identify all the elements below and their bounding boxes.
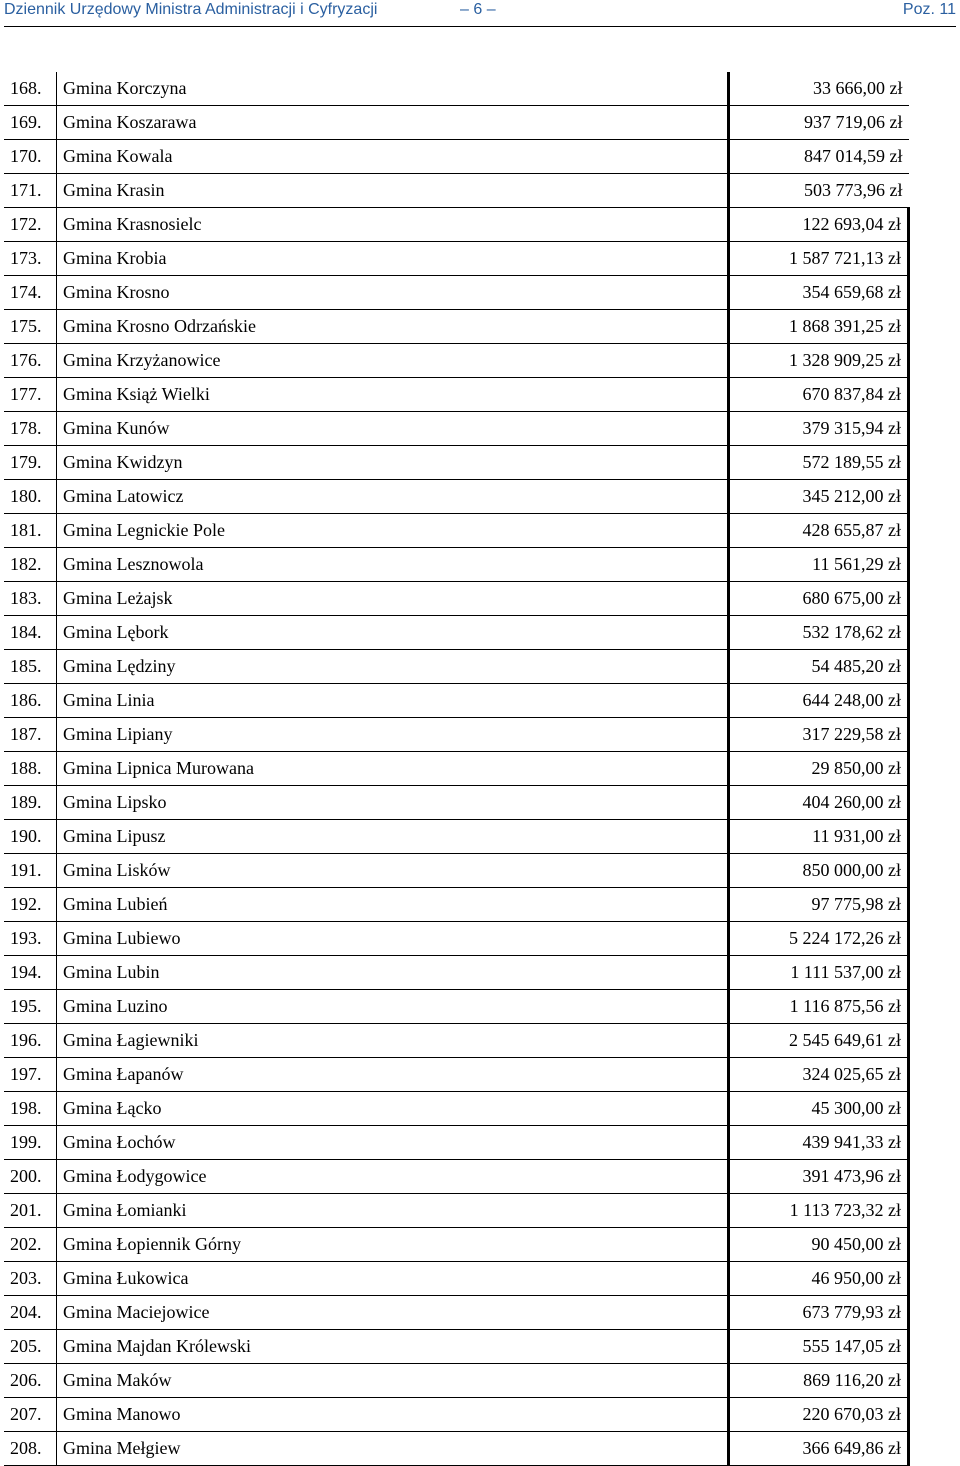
row-number: 187.	[4, 718, 57, 752]
row-number: 195.	[4, 990, 57, 1024]
amount: 90 450,00 zł	[729, 1228, 909, 1262]
amount: 850 000,00 zł	[729, 854, 909, 888]
amount: 11 561,29 zł	[729, 548, 909, 582]
municipality-name: Gmina Lubin	[57, 956, 729, 990]
table-row	[4, 378, 909, 412]
row-number: 176.	[4, 344, 57, 378]
row-number: 184.	[4, 616, 57, 650]
row-number: 180.	[4, 480, 57, 514]
amount: 324 025,65 zł	[729, 1058, 909, 1092]
row-number: 175.	[4, 310, 57, 344]
row-number: 200.	[4, 1160, 57, 1194]
municipality-name: Gmina Lębork	[57, 616, 729, 650]
table-row	[4, 412, 909, 446]
amount: 532 178,62 zł	[729, 616, 909, 650]
amount: 937 719,06 zł	[729, 106, 909, 140]
row-number: 198.	[4, 1092, 57, 1126]
amount: 555 147,05 zł	[729, 1330, 909, 1364]
table-row	[4, 106, 909, 140]
table-row	[4, 276, 909, 310]
row-number: 194.	[4, 956, 57, 990]
row-number: 186.	[4, 684, 57, 718]
row-number: 192.	[4, 888, 57, 922]
municipality-name: Gmina Korczyna	[57, 72, 729, 106]
municipality-name: Gmina Maków	[57, 1364, 729, 1398]
municipality-name: Gmina Lubiewo	[57, 922, 729, 956]
table-row	[4, 310, 909, 344]
table-row	[4, 140, 909, 174]
amount: 1 111 537,00 zł	[729, 956, 909, 990]
row-number: 174.	[4, 276, 57, 310]
amount: 122 693,04 zł	[729, 208, 909, 242]
table-row	[4, 480, 909, 514]
table-row	[4, 1092, 909, 1126]
table-row	[4, 72, 909, 106]
amount: 317 229,58 zł	[729, 718, 909, 752]
amount: 354 659,68 zł	[729, 276, 909, 310]
row-number: 185.	[4, 650, 57, 684]
table-row	[4, 344, 909, 378]
row-number: 208.	[4, 1432, 57, 1466]
table-row	[4, 1296, 909, 1330]
amount: 503 773,96 zł	[729, 174, 909, 208]
table-row	[4, 718, 909, 752]
table-row	[4, 1330, 909, 1364]
table-row	[4, 514, 909, 548]
table-row	[4, 922, 909, 956]
row-number: 190.	[4, 820, 57, 854]
amount: 379 315,94 zł	[729, 412, 909, 446]
table-row	[4, 1228, 909, 1262]
row-number: 177.	[4, 378, 57, 412]
municipality-name: Gmina Krosno Odrzańskie	[57, 310, 729, 344]
amount: 46 950,00 zł	[729, 1262, 909, 1296]
row-number: 205.	[4, 1330, 57, 1364]
municipality-name: Gmina Koszarawa	[57, 106, 729, 140]
municipality-name: Gmina Łukowica	[57, 1262, 729, 1296]
municipality-name: Gmina Krasin	[57, 174, 729, 208]
amount: 1 328 909,25 zł	[729, 344, 909, 378]
municipality-name: Gmina Kowala	[57, 140, 729, 174]
table-row	[4, 616, 909, 650]
amount: 1 116 875,56 zł	[729, 990, 909, 1024]
row-number: 202.	[4, 1228, 57, 1262]
table-row	[4, 956, 909, 990]
amount: 1 113 723,32 zł	[729, 1194, 909, 1228]
municipality-name: Gmina Lipusz	[57, 820, 729, 854]
municipality-name: Gmina Luzino	[57, 990, 729, 1024]
table-row	[4, 582, 909, 616]
table-row	[4, 1364, 909, 1398]
table-row	[4, 548, 909, 582]
page-number: – 6 –	[460, 1, 496, 18]
table-row	[4, 1194, 909, 1228]
amount: 644 248,00 zł	[729, 684, 909, 718]
table-row	[4, 242, 909, 276]
municipality-name: Gmina Lubień	[57, 888, 729, 922]
municipality-name: Gmina Krzyżanowice	[57, 344, 729, 378]
amount: 366 649,86 zł	[729, 1432, 909, 1466]
municipality-name: Gmina Łącko	[57, 1092, 729, 1126]
row-number: 188.	[4, 752, 57, 786]
row-number: 169.	[4, 106, 57, 140]
municipality-name: Gmina Lędziny	[57, 650, 729, 684]
municipality-name: Gmina Lesznowola	[57, 548, 729, 582]
amount: 97 775,98 zł	[729, 888, 909, 922]
table-row	[4, 1126, 909, 1160]
row-number: 191.	[4, 854, 57, 888]
table-body	[4, 72, 909, 1466]
municipality-name: Gmina Krosno	[57, 276, 729, 310]
row-number: 196.	[4, 1024, 57, 1058]
table-row	[4, 820, 909, 854]
municipality-amount-table	[4, 72, 910, 1466]
table-row	[4, 446, 909, 480]
amount: 680 675,00 zł	[729, 582, 909, 616]
amount: 673 779,93 zł	[729, 1296, 909, 1330]
amount: 404 260,00 zł	[729, 786, 909, 820]
row-number: 197.	[4, 1058, 57, 1092]
amount: 345 212,00 zł	[729, 480, 909, 514]
amount: 5 224 172,26 zł	[729, 922, 909, 956]
municipality-name: Gmina Legnickie Pole	[57, 514, 729, 548]
municipality-name: Gmina Łagiewniki	[57, 1024, 729, 1058]
row-number: 206.	[4, 1364, 57, 1398]
row-number: 183.	[4, 582, 57, 616]
municipality-name: Gmina Krobia	[57, 242, 729, 276]
row-number: 170.	[4, 140, 57, 174]
table-row	[4, 1398, 909, 1432]
amount: 869 116,20 zł	[729, 1364, 909, 1398]
table-row	[4, 1160, 909, 1194]
table-row	[4, 888, 909, 922]
amount: 33 666,00 zł	[729, 72, 909, 106]
amount: 391 473,96 zł	[729, 1160, 909, 1194]
table-row	[4, 1024, 909, 1058]
row-number: 178.	[4, 412, 57, 446]
municipality-name: Gmina Linia	[57, 684, 729, 718]
row-number: 199.	[4, 1126, 57, 1160]
municipality-name: Gmina Łochów	[57, 1126, 729, 1160]
table-row	[4, 650, 909, 684]
municipality-name: Gmina Lipnica Murowana	[57, 752, 729, 786]
municipality-name: Gmina Mełgiew	[57, 1432, 729, 1466]
row-number: 173.	[4, 242, 57, 276]
amount: 847 014,59 zł	[729, 140, 909, 174]
table-row	[4, 990, 909, 1024]
row-number: 182.	[4, 548, 57, 582]
municipality-name: Gmina Łopiennik Górny	[57, 1228, 729, 1262]
position-number: Poz. 11	[902, 1, 956, 18]
amount: 29 850,00 zł	[729, 752, 909, 786]
row-number: 168.	[4, 72, 57, 106]
municipality-name: Gmina Lipsko	[57, 786, 729, 820]
amount: 572 189,55 zł	[729, 446, 909, 480]
row-number: 203.	[4, 1262, 57, 1296]
row-number: 193.	[4, 922, 57, 956]
municipality-name: Gmina Lisków	[57, 854, 729, 888]
municipality-name: Gmina Manowo	[57, 1398, 729, 1432]
table-row	[4, 786, 909, 820]
municipality-name: Gmina Majdan Królewski	[57, 1330, 729, 1364]
amount: 11 931,00 zł	[729, 820, 909, 854]
municipality-name: Gmina Łapanów	[57, 1058, 729, 1092]
table-row	[4, 1058, 909, 1092]
row-number: 189.	[4, 786, 57, 820]
municipality-name: Gmina Krasnosielc	[57, 208, 729, 242]
amount: 670 837,84 zł	[729, 378, 909, 412]
amount: 439 941,33 zł	[729, 1126, 909, 1160]
municipality-name: Gmina Łomianki	[57, 1194, 729, 1228]
publication-title: Dziennik Urzędowy Ministra Administracji i Cyfryzacji	[4, 1, 378, 18]
amount: 54 485,20 zł	[729, 650, 909, 684]
municipality-name: Gmina Latowicz	[57, 480, 729, 514]
municipality-name: Gmina Książ Wielki	[57, 378, 729, 412]
row-number: 172.	[4, 208, 57, 242]
table-row	[4, 208, 909, 242]
amount: 1 587 721,13 zł	[729, 242, 909, 276]
amount: 45 300,00 zł	[729, 1092, 909, 1126]
table-row	[4, 174, 909, 208]
amount: 220 670,03 zł	[729, 1398, 909, 1432]
municipality-name: Gmina Lipiany	[57, 718, 729, 752]
row-number: 171.	[4, 174, 57, 208]
row-number: 179.	[4, 446, 57, 480]
row-number: 181.	[4, 514, 57, 548]
amount: 428 655,87 zł	[729, 514, 909, 548]
page-header	[4, 0, 956, 27]
table-row	[4, 684, 909, 718]
row-number: 207.	[4, 1398, 57, 1432]
table-row	[4, 854, 909, 888]
municipality-name: Gmina Leżajsk	[57, 582, 729, 616]
amount: 1 868 391,25 zł	[729, 310, 909, 344]
municipality-name: Gmina Maciejowice	[57, 1296, 729, 1330]
municipality-name: Gmina Kunów	[57, 412, 729, 446]
row-number: 201.	[4, 1194, 57, 1228]
row-number: 204.	[4, 1296, 57, 1330]
table-row	[4, 752, 909, 786]
municipality-name: Gmina Kwidzyn	[57, 446, 729, 480]
amount: 2 545 649,61 zł	[729, 1024, 909, 1058]
municipality-name: Gmina Łodygowice	[57, 1160, 729, 1194]
table-row	[4, 1262, 909, 1296]
table-row	[4, 1432, 909, 1466]
